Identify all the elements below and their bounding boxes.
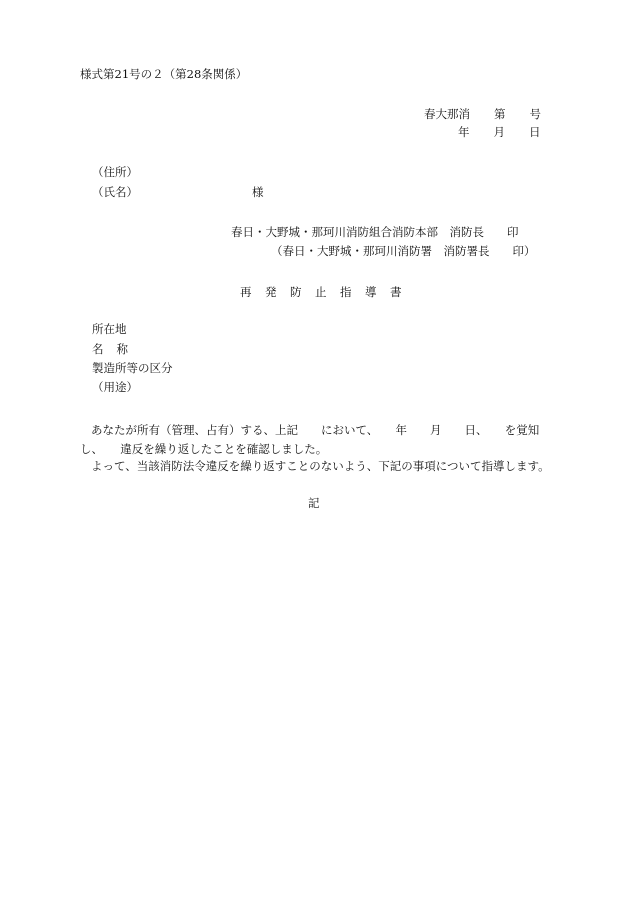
reference-prefix: 春大那消 <box>424 107 470 121</box>
field-location-label: 所在地 <box>92 322 127 336</box>
date-month: 月 <box>493 125 505 139</box>
reference-dai: 第 <box>494 107 506 121</box>
title-char: 指 <box>340 285 352 299</box>
title-char: 止 <box>315 285 327 299</box>
ki-heading: 記 <box>308 496 320 510</box>
document-title <box>240 286 415 300</box>
body-paragraph-1: あなたが所有（管理、占有）する、上記 において、 年 月 日、 を覚知し、 違反を繰り返したことを確認しました。 <box>80 423 540 456</box>
field-category-label: 製造所等の区分 <box>92 361 173 375</box>
form-number: 様式第21号の２（第28条関係） <box>80 67 248 81</box>
reference-number <box>424 108 541 122</box>
field-name-char: 称 <box>116 342 128 356</box>
reference-go: 号 <box>529 107 541 121</box>
recipient-address-label: （住所） <box>92 165 138 179</box>
field-name-char: 名 <box>92 342 104 356</box>
issuer-line-1: 春日・大野城・那珂川消防組合消防本部 消防長 印 <box>231 225 519 239</box>
recipient-name-label: （氏名） <box>92 185 138 199</box>
date-day: 日 <box>529 125 541 139</box>
field-name-label <box>92 343 141 357</box>
date-year: 年 <box>458 125 470 139</box>
issuer-line-2: （春日・大野城・那珂川消防署 消防署長 印） <box>271 244 536 258</box>
title-char: 導 <box>365 285 377 299</box>
recipient-honorific: 様 <box>252 185 264 199</box>
title-char: 発 <box>265 285 277 299</box>
body-paragraph-2: よって、当該消防法令違反を繰り返すことのないよう、下記の事項について指導します。 <box>91 459 550 473</box>
issue-date <box>458 126 541 140</box>
title-char: 書 <box>390 285 402 299</box>
title-char: 再 <box>240 285 252 299</box>
field-usage-label: （用途） <box>92 380 138 394</box>
title-char: 防 <box>290 285 302 299</box>
